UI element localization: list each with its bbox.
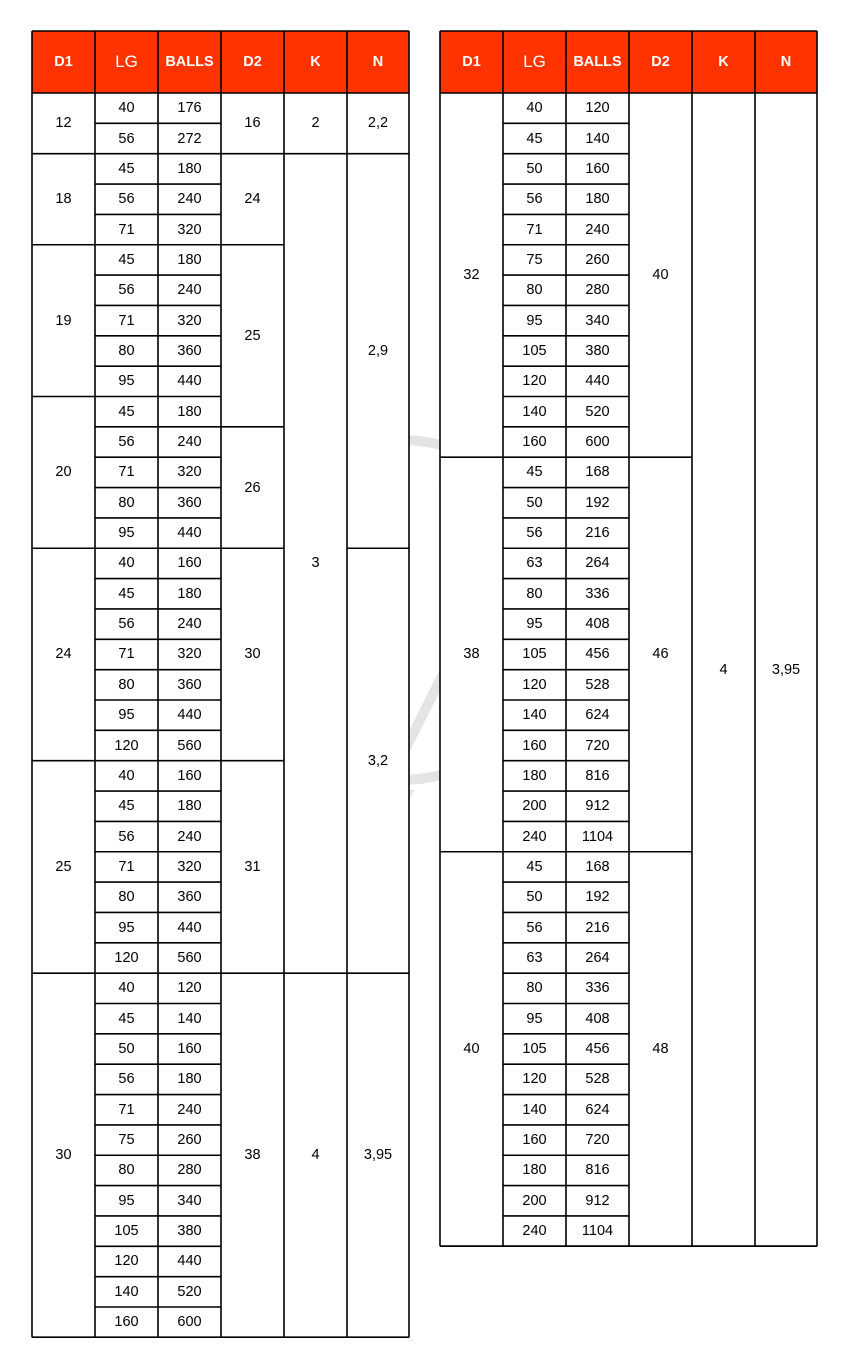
lg-cell: 56 xyxy=(95,1064,158,1094)
n-cell: 2,9 xyxy=(347,154,409,549)
balls-cell: 280 xyxy=(566,275,629,305)
balls-cell: 912 xyxy=(566,1186,629,1216)
balls-cell: 264 xyxy=(566,943,629,973)
d2-cell: 24 xyxy=(221,154,284,245)
lg-cell: 140 xyxy=(95,1277,158,1307)
d2-cell: 30 xyxy=(221,548,284,760)
header-k: K xyxy=(284,31,347,93)
lg-cell: 120 xyxy=(95,730,158,760)
balls-cell: 320 xyxy=(158,852,221,882)
balls-cell: 180 xyxy=(158,579,221,609)
balls-cell: 1104 xyxy=(566,821,629,851)
d1-cell: 25 xyxy=(32,761,95,973)
d2-cell: 48 xyxy=(629,852,692,1247)
lg-cell: 140 xyxy=(503,397,566,427)
lg-cell: 105 xyxy=(503,1034,566,1064)
header-d2: D2 xyxy=(221,31,284,93)
balls-cell: 380 xyxy=(566,336,629,366)
lg-cell: 105 xyxy=(503,336,566,366)
balls-cell: 240 xyxy=(158,609,221,639)
header-lg: LG xyxy=(95,31,158,93)
lg-cell: 105 xyxy=(503,639,566,669)
header-n: N xyxy=(347,31,409,93)
lg-cell: 71 xyxy=(95,852,158,882)
lg-cell: 50 xyxy=(503,154,566,184)
d1-cell: 18 xyxy=(32,154,95,245)
balls-cell: 180 xyxy=(158,245,221,275)
lg-cell: 45 xyxy=(95,579,158,609)
balls-cell: 440 xyxy=(566,366,629,396)
d2-cell: 25 xyxy=(221,245,284,427)
balls-cell: 168 xyxy=(566,457,629,487)
lg-cell: 45 xyxy=(95,791,158,821)
lg-cell: 80 xyxy=(503,579,566,609)
balls-cell: 360 xyxy=(158,488,221,518)
lg-cell: 95 xyxy=(503,1004,566,1034)
lg-cell: 80 xyxy=(95,336,158,366)
balls-cell: 440 xyxy=(158,912,221,942)
lg-cell: 200 xyxy=(503,1186,566,1216)
balls-cell: 1104 xyxy=(566,1216,629,1246)
lg-cell: 45 xyxy=(95,245,158,275)
balls-cell: 336 xyxy=(566,973,629,1003)
balls-cell: 600 xyxy=(158,1307,221,1337)
header-d1: D1 xyxy=(440,31,503,93)
balls-cell: 456 xyxy=(566,639,629,669)
balls-cell: 440 xyxy=(158,1246,221,1276)
lg-cell: 56 xyxy=(95,275,158,305)
lg-cell: 120 xyxy=(95,943,158,973)
lg-cell: 45 xyxy=(503,123,566,153)
balls-cell: 720 xyxy=(566,730,629,760)
lg-cell: 56 xyxy=(95,609,158,639)
lg-cell: 80 xyxy=(503,275,566,305)
balls-cell: 180 xyxy=(158,791,221,821)
lg-cell: 40 xyxy=(95,973,158,1003)
balls-cell: 440 xyxy=(158,366,221,396)
lg-cell: 105 xyxy=(95,1216,158,1246)
lg-cell: 95 xyxy=(503,609,566,639)
lg-cell: 95 xyxy=(95,1186,158,1216)
balls-cell: 192 xyxy=(566,488,629,518)
lg-cell: 120 xyxy=(503,670,566,700)
balls-cell: 624 xyxy=(566,1095,629,1125)
k-cell: 4 xyxy=(692,93,755,1246)
lg-cell: 80 xyxy=(95,670,158,700)
header-balls: BALLS xyxy=(566,31,629,93)
k-cell: 2 xyxy=(284,93,347,154)
balls-cell: 264 xyxy=(566,548,629,578)
lg-cell: 45 xyxy=(503,852,566,882)
lg-cell: 40 xyxy=(95,548,158,578)
lg-cell: 160 xyxy=(503,1125,566,1155)
lg-cell: 50 xyxy=(503,488,566,518)
lg-cell: 95 xyxy=(503,305,566,335)
balls-cell: 528 xyxy=(566,670,629,700)
lg-cell: 120 xyxy=(95,1246,158,1276)
balls-cell: 160 xyxy=(158,761,221,791)
balls-cell: 528 xyxy=(566,1064,629,1094)
lg-cell: 71 xyxy=(95,639,158,669)
spec-table-right xyxy=(440,31,817,1246)
balls-cell: 320 xyxy=(158,214,221,244)
balls-cell: 120 xyxy=(158,973,221,1003)
lg-cell: 50 xyxy=(503,882,566,912)
lg-cell: 160 xyxy=(95,1307,158,1337)
lg-cell: 95 xyxy=(95,518,158,548)
balls-cell: 320 xyxy=(158,305,221,335)
lg-cell: 80 xyxy=(95,882,158,912)
lg-cell: 80 xyxy=(95,1155,158,1185)
lg-cell: 56 xyxy=(503,518,566,548)
balls-cell: 180 xyxy=(158,397,221,427)
balls-cell: 216 xyxy=(566,518,629,548)
lg-cell: 200 xyxy=(503,791,566,821)
d1-cell: 30 xyxy=(32,973,95,1337)
lg-cell: 56 xyxy=(95,184,158,214)
lg-cell: 71 xyxy=(95,457,158,487)
lg-cell: 56 xyxy=(503,912,566,942)
balls-cell: 340 xyxy=(566,305,629,335)
lg-cell: 120 xyxy=(503,366,566,396)
lg-cell: 95 xyxy=(95,912,158,942)
d2-cell: 26 xyxy=(221,427,284,548)
header-balls: BALLS xyxy=(158,31,221,93)
balls-cell: 280 xyxy=(158,1155,221,1185)
balls-cell: 340 xyxy=(158,1186,221,1216)
balls-cell: 168 xyxy=(566,852,629,882)
balls-cell: 320 xyxy=(158,639,221,669)
header-d1: D1 xyxy=(32,31,95,93)
lg-cell: 45 xyxy=(95,397,158,427)
lg-cell: 56 xyxy=(95,123,158,153)
d1-cell: 20 xyxy=(32,397,95,549)
balls-cell: 216 xyxy=(566,912,629,942)
lg-cell: 71 xyxy=(95,1095,158,1125)
balls-cell: 160 xyxy=(158,548,221,578)
balls-cell: 320 xyxy=(158,457,221,487)
n-cell: 3,95 xyxy=(755,93,817,1246)
header-k: K xyxy=(692,31,755,93)
d2-cell: 40 xyxy=(629,93,692,457)
balls-cell: 440 xyxy=(158,518,221,548)
lg-cell: 56 xyxy=(503,184,566,214)
lg-cell: 71 xyxy=(503,214,566,244)
d2-cell: 16 xyxy=(221,93,284,154)
balls-cell: 260 xyxy=(158,1125,221,1155)
lg-cell: 40 xyxy=(95,93,158,123)
lg-cell: 40 xyxy=(95,761,158,791)
lg-cell: 240 xyxy=(503,1216,566,1246)
d1-cell: 24 xyxy=(32,548,95,760)
balls-cell: 360 xyxy=(158,670,221,700)
balls-cell: 560 xyxy=(158,943,221,973)
balls-cell: 336 xyxy=(566,579,629,609)
balls-cell: 140 xyxy=(566,123,629,153)
balls-cell: 176 xyxy=(158,93,221,123)
n-cell: 2,2 xyxy=(347,93,409,154)
d2-cell: 38 xyxy=(221,973,284,1337)
balls-cell: 272 xyxy=(158,123,221,153)
lg-cell: 63 xyxy=(503,548,566,578)
balls-cell: 560 xyxy=(158,730,221,760)
balls-cell: 720 xyxy=(566,1125,629,1155)
balls-cell: 180 xyxy=(566,184,629,214)
balls-cell: 520 xyxy=(158,1277,221,1307)
lg-cell: 180 xyxy=(503,761,566,791)
balls-cell: 180 xyxy=(158,1064,221,1094)
balls-cell: 380 xyxy=(158,1216,221,1246)
balls-cell: 408 xyxy=(566,1004,629,1034)
lg-cell: 95 xyxy=(95,700,158,730)
lg-cell: 120 xyxy=(503,1064,566,1094)
lg-cell: 180 xyxy=(503,1155,566,1185)
lg-cell: 160 xyxy=(503,427,566,457)
k-cell: 3 xyxy=(284,154,347,973)
lg-cell: 240 xyxy=(503,821,566,851)
balls-cell: 192 xyxy=(566,882,629,912)
balls-cell: 160 xyxy=(158,1034,221,1064)
lg-cell: 45 xyxy=(503,457,566,487)
lg-cell: 45 xyxy=(95,154,158,184)
d1-cell: 19 xyxy=(32,245,95,397)
balls-cell: 240 xyxy=(566,214,629,244)
balls-cell: 360 xyxy=(158,882,221,912)
balls-cell: 456 xyxy=(566,1034,629,1064)
d1-cell: 40 xyxy=(440,852,503,1247)
lg-cell: 56 xyxy=(95,427,158,457)
balls-cell: 912 xyxy=(566,791,629,821)
k-cell: 4 xyxy=(284,973,347,1337)
n-cell: 3,95 xyxy=(347,973,409,1337)
spec-table-left xyxy=(32,31,409,1337)
balls-cell: 624 xyxy=(566,700,629,730)
d1-cell: 12 xyxy=(32,93,95,154)
lg-cell: 71 xyxy=(95,305,158,335)
balls-cell: 160 xyxy=(566,154,629,184)
balls-cell: 360 xyxy=(158,336,221,366)
balls-cell: 240 xyxy=(158,275,221,305)
balls-cell: 240 xyxy=(158,427,221,457)
n-cell: 3,2 xyxy=(347,548,409,973)
balls-cell: 240 xyxy=(158,821,221,851)
balls-cell: 440 xyxy=(158,700,221,730)
header-lg: LG xyxy=(503,31,566,93)
lg-cell: 45 xyxy=(95,1004,158,1034)
balls-cell: 816 xyxy=(566,761,629,791)
d1-cell: 32 xyxy=(440,93,503,457)
balls-cell: 408 xyxy=(566,609,629,639)
d2-cell: 31 xyxy=(221,761,284,973)
lg-cell: 63 xyxy=(503,943,566,973)
d1-cell: 38 xyxy=(440,457,503,852)
lg-cell: 40 xyxy=(503,93,566,123)
header-n: N xyxy=(755,31,817,93)
lg-cell: 140 xyxy=(503,700,566,730)
balls-cell: 520 xyxy=(566,397,629,427)
balls-cell: 816 xyxy=(566,1155,629,1185)
lg-cell: 75 xyxy=(503,245,566,275)
balls-cell: 600 xyxy=(566,427,629,457)
balls-cell: 240 xyxy=(158,184,221,214)
lg-cell: 160 xyxy=(503,730,566,760)
lg-cell: 75 xyxy=(95,1125,158,1155)
lg-cell: 56 xyxy=(95,821,158,851)
balls-cell: 240 xyxy=(158,1095,221,1125)
balls-cell: 120 xyxy=(566,93,629,123)
lg-cell: 80 xyxy=(95,488,158,518)
lg-cell: 80 xyxy=(503,973,566,1003)
d2-cell: 46 xyxy=(629,457,692,852)
header-d2: D2 xyxy=(629,31,692,93)
balls-cell: 260 xyxy=(566,245,629,275)
lg-cell: 50 xyxy=(95,1034,158,1064)
lg-cell: 71 xyxy=(95,214,158,244)
balls-cell: 140 xyxy=(158,1004,221,1034)
lg-cell: 95 xyxy=(95,366,158,396)
lg-cell: 140 xyxy=(503,1095,566,1125)
balls-cell: 180 xyxy=(158,154,221,184)
